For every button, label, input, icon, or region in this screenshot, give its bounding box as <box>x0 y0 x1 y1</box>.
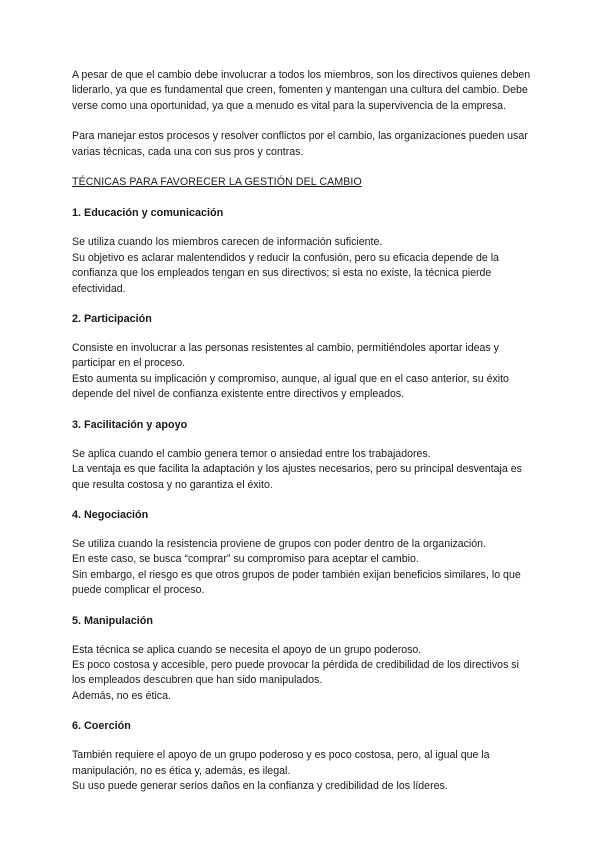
section-heading: 2. Participación <box>72 313 152 326</box>
section-negotiation <box>72 508 532 599</box>
section-line: Es poco costosa y accesible, pero puede provocar la pérdida de credibilidad de los directivos si los empleados descubren que han sido manipulados. <box>72 658 519 687</box>
section-facilitation <box>72 418 532 493</box>
section-line: Se utiliza cuando los miembros carecen de información suficiente. <box>72 236 383 249</box>
section-heading: 5. Manipulación <box>72 614 153 627</box>
section-heading: 4. Negociación <box>72 508 149 521</box>
intro-paragraph-2: Para manejar estos procesos y resolver conflictos por el cambio, las organizaciones pueden usar varias técnicas, cada una con sus pros y contras. <box>72 130 528 158</box>
section-line: Esta técnica se aplica cuando se necesita el apoyo de un grupo poderoso. <box>72 643 422 656</box>
section-coercion <box>72 719 532 794</box>
section-heading: 3. Facilitación y apoyo <box>72 418 188 431</box>
section-heading: 6. Coerción <box>72 720 131 733</box>
section-participation <box>72 312 532 403</box>
section-line: En este caso, se busca “comprar” su compromiso para aceptar el cambio. <box>72 553 419 566</box>
section-manipulation <box>72 614 532 705</box>
section-line: Su uso puede generar serios daños en la confianza y credibilidad de los líderes. <box>72 779 448 792</box>
section-line: Se aplica cuando el cambio genera temor o ansiedad entre los trabajadores. <box>72 447 431 460</box>
section-line: Además, no es ética. <box>72 689 171 702</box>
section-line: Esto aumenta su implicación y compromiso, aunque, al igual que en el caso anterior, su éxito depende del nivel de confianza existente entre directivos y empleados. <box>72 372 509 401</box>
section-line: Consiste en involucrar a las personas resistentes al cambio, permitiéndoles aportar ideas y participar en el proceso. <box>72 342 499 370</box>
section-line: También requiere el apoyo de un grupo poderoso y es poco costosa, pero, al igual que la manipulación, no es ética y, además, es ilegal. <box>72 749 490 777</box>
section-line: La ventaja es que facilita la adaptación y los ajustes necesarios, pero su principal desventaja es que resulta costosa y no garantiza el éxito. <box>72 463 522 491</box>
section-line: Sin embargo, el riesgo es que otros grupos de poder también exijan beneficios similares, lo que puede complicar el proceso. <box>72 568 521 597</box>
intro-paragraph-1: A pesar de que el cambio debe involucrar a todos los miembros, son los directivos quienes deben liderarlo, ya que es fundamental que creen, fomenten y mantengan una cultura del cambio. Debe verse como una oportunidad, ya que a menudo es vital para la supervivencia de la empresa. <box>72 69 531 112</box>
section-line: Se utiliza cuando la resistencia proviene de grupos con poder dentro de la organización. <box>72 537 487 550</box>
document-page <box>72 68 532 809</box>
section-heading: 1. Educación y comunicación <box>72 207 224 220</box>
section-education <box>72 206 532 297</box>
techniques-title: TÉCNICAS PARA FAVORECER LA GESTIÓN DEL CAMBIO <box>72 176 362 189</box>
section-line: Su objetivo es aclarar malentendidos y reducir la confusión, pero su eficacia depende de la confianza que los empleados tengan en sus directivos; si esta no existe, la técnica pierde efectividad. <box>72 251 499 295</box>
